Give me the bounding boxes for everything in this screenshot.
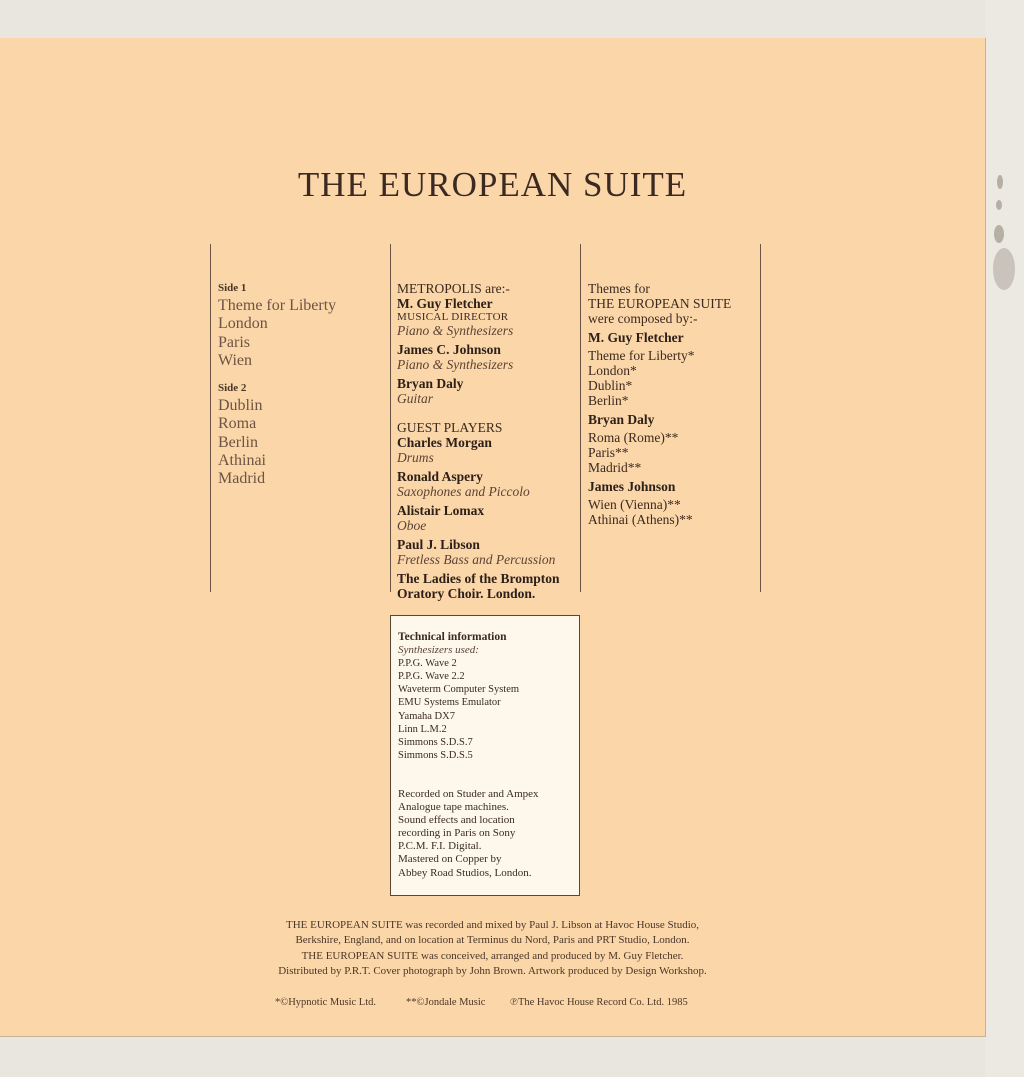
composers xyxy=(588,281,758,527)
divider-middle-left xyxy=(390,244,391,592)
track: Berlin xyxy=(218,433,258,451)
guest-name: Charles Morgan xyxy=(397,435,492,450)
synth-item: Waveterm Computer System xyxy=(398,684,520,696)
synth-item: Simmons S.D.S.5 xyxy=(398,749,473,761)
composer-name: James Johnson xyxy=(588,479,676,494)
member-name: Bryan Daly xyxy=(397,376,464,391)
recording-line: Recorded on Studer and Ampex xyxy=(398,787,539,800)
tracklist xyxy=(218,282,336,501)
divider-right xyxy=(760,244,761,592)
track: Athinai xyxy=(218,452,266,470)
composed-work: Wien (Vienna)** xyxy=(588,497,681,512)
themes-heading: THE EUROPEAN SUITE xyxy=(588,296,732,311)
track: Roma xyxy=(218,415,257,433)
recording-line: Abbey Road Studios, London. xyxy=(398,866,532,879)
copyright-havoc-house: ℗The Havoc House Record Co. Ltd. 1985 xyxy=(510,997,688,1008)
choir-line: Oratory Choir. London. xyxy=(397,586,536,601)
production-credits xyxy=(0,918,985,980)
recording-line: P.C.M. F.I. Digital. xyxy=(398,840,482,853)
recording-line: Sound effects and location xyxy=(398,814,515,827)
recording-line: recording in Paris on Sony xyxy=(398,827,516,840)
choir-line: The Ladies of the Brompton xyxy=(397,571,560,586)
credit-line: THE EUROPEAN SUITE was recorded and mixed by Paul J. Libson at Havoc House Studio, xyxy=(285,919,700,931)
member-instrument: Piano & Synthesizers xyxy=(397,323,514,338)
composed-work: Berlin* xyxy=(588,393,629,408)
composed-work: Paris** xyxy=(588,445,629,460)
track: Madrid xyxy=(218,470,266,488)
synth-item: Simmons S.D.S.7 xyxy=(398,736,473,748)
album-title: THE EUROPEAN SUITE xyxy=(297,165,688,204)
themes-heading: were composed by:- xyxy=(588,311,698,326)
composer-name: M. Guy Fletcher xyxy=(588,330,684,345)
side1-label: Side 1 xyxy=(218,282,247,294)
synth-item: Linn L.M.2 xyxy=(398,723,447,735)
copyright-hypnotic: *©Hypnotic Music Ltd. xyxy=(275,997,377,1008)
guest-instrument: Drums xyxy=(397,450,434,465)
track: London xyxy=(218,315,268,333)
composed-work: Madrid** xyxy=(588,460,642,475)
synth-list xyxy=(398,657,579,762)
recording-line: Mastered on Copper by xyxy=(398,853,502,866)
guest-players-heading: GUEST PLAYERS xyxy=(397,420,503,435)
guest-instrument: Saxophones and Piccolo xyxy=(397,484,530,499)
copyright-jondale: **©Jondale Music xyxy=(406,997,486,1008)
guest-instrument: Oboe xyxy=(397,518,427,533)
track: Paris xyxy=(218,333,250,351)
guest-instrument: Fretless Bass and Percussion xyxy=(397,552,556,567)
recording-notes xyxy=(398,788,579,880)
member-name: James C. Johnson xyxy=(397,342,501,357)
technical-heading: Technical information xyxy=(398,631,507,643)
composed-work: London* xyxy=(588,363,637,378)
composed-work: Dublin* xyxy=(588,378,633,393)
synth-item: P.P.G. Wave 2.2 xyxy=(398,671,465,683)
member-role: MUSICAL DIRECTOR xyxy=(397,311,509,323)
side2-label: Side 2 xyxy=(218,382,247,395)
composed-work: Roma (Rome)** xyxy=(588,430,679,445)
member-instrument: Piano & Synthesizers xyxy=(397,357,514,372)
synth-item: EMU Systems Emulator xyxy=(398,697,501,709)
guest-name: Paul J. Libson xyxy=(397,537,480,552)
credit-line: Berkshire, England, and on location at Terminus du Nord, Paris and PRT Studio, London. xyxy=(295,934,690,947)
synth-item: Yamaha DX7 xyxy=(398,710,455,722)
track: Wien xyxy=(218,351,253,369)
recording-line: Analogue tape machines. xyxy=(398,801,509,814)
sleeve-edge xyxy=(985,0,1024,1077)
track: Dublin xyxy=(218,397,263,415)
divider-left xyxy=(210,244,211,592)
member-name: M. Guy Fletcher xyxy=(397,296,493,311)
composed-work: Theme for Liberty* xyxy=(588,348,695,363)
technical-info-box xyxy=(390,615,580,896)
metropolis-heading: METROPOLIS are:- xyxy=(397,281,510,296)
side2-tracks xyxy=(218,397,336,488)
synth-item: P.P.G. Wave 2 xyxy=(398,658,457,670)
guest-name: Alistair Lomax xyxy=(397,503,485,518)
credit-line: Distributed by P.R.T. Cover photograph by John Brown. Artwork produced by Design Workshop. xyxy=(278,965,707,978)
side1-tracks xyxy=(218,297,336,370)
synths-subheading: Synthesizers used: xyxy=(398,644,479,657)
composer-name: Bryan Daly xyxy=(588,412,655,427)
composed-work: Athinai (Athens)** xyxy=(588,512,693,527)
credit-line: THE EUROPEAN SUITE was conceived, arranged and produced by M. Guy Fletcher. xyxy=(301,949,684,962)
divider-middle-right xyxy=(580,244,581,592)
guest-name: Ronald Aspery xyxy=(397,469,483,484)
member-instrument: Guitar xyxy=(397,391,434,406)
themes-heading: Themes for xyxy=(588,281,650,296)
track: Theme for Liberty xyxy=(218,297,337,314)
personnel xyxy=(397,281,577,601)
